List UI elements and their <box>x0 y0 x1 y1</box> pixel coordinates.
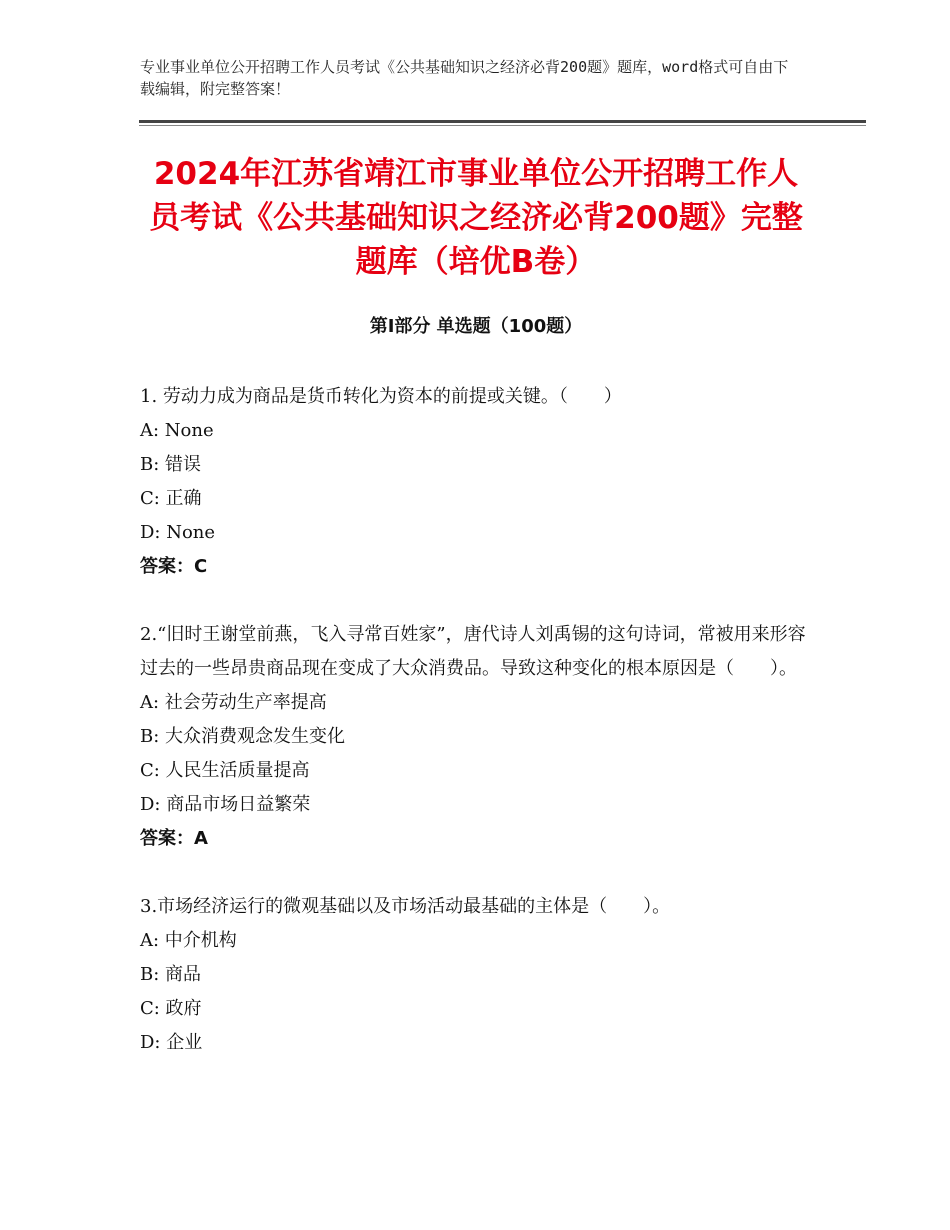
option-b: B: 大众消费观念发生变化 <box>140 726 346 747</box>
document-title: 2024年江苏省靖江市事业单位公开招聘工作人员考试《公共基础知识之经济必背200题》完整题库（培优B卷） <box>149 156 803 280</box>
header-rule-thin <box>139 125 866 126</box>
header-rule-thick <box>139 120 866 123</box>
question-stem: 2.“旧时王谢堂前燕，飞入寻常百姓家”，唐代诗人刘禹锡的这句诗词，常被用来形容过去的一些昂贵商品现在变成了大众消费品。导致这种变化的根本原因是（ ）。 <box>140 624 806 679</box>
option-c: C: 正确 <box>140 488 202 509</box>
option-a: A: None <box>140 420 214 441</box>
option-c: C: 政府 <box>140 998 202 1019</box>
section-title: 第Ⅰ部分 单选题（100题） <box>369 316 583 337</box>
option-a: A: 社会劳动生产率提高 <box>140 692 327 713</box>
option-a: A: 中介机构 <box>140 930 237 951</box>
option-d: D: 商品市场日益繁荣 <box>140 794 311 815</box>
option-c: C: 人民生活质量提高 <box>140 760 310 781</box>
option-d: D: 企业 <box>140 1032 203 1053</box>
question-2 <box>140 618 812 856</box>
question-stem: 1. 劳动力成为商品是货币转化为资本的前提或关键。（ ） <box>140 386 622 407</box>
question-1 <box>140 380 812 584</box>
option-d: D: None <box>140 522 216 543</box>
option-b: B: 错误 <box>140 454 202 475</box>
answer: 答案：C <box>140 556 208 577</box>
question-stem: 3.市场经济运行的微观基础以及市场活动最基础的主体是（ ）。 <box>140 896 671 917</box>
question-3 <box>140 890 812 1060</box>
answer: 答案：A <box>140 828 208 849</box>
option-b: B: 商品 <box>140 964 202 985</box>
header-note: 专业事业单位公开招聘工作人员考试《公共基础知识之经济必背200题》题库，word格式可自由下载编辑，附完整答案！ <box>140 58 789 98</box>
question-list <box>140 380 812 1094</box>
